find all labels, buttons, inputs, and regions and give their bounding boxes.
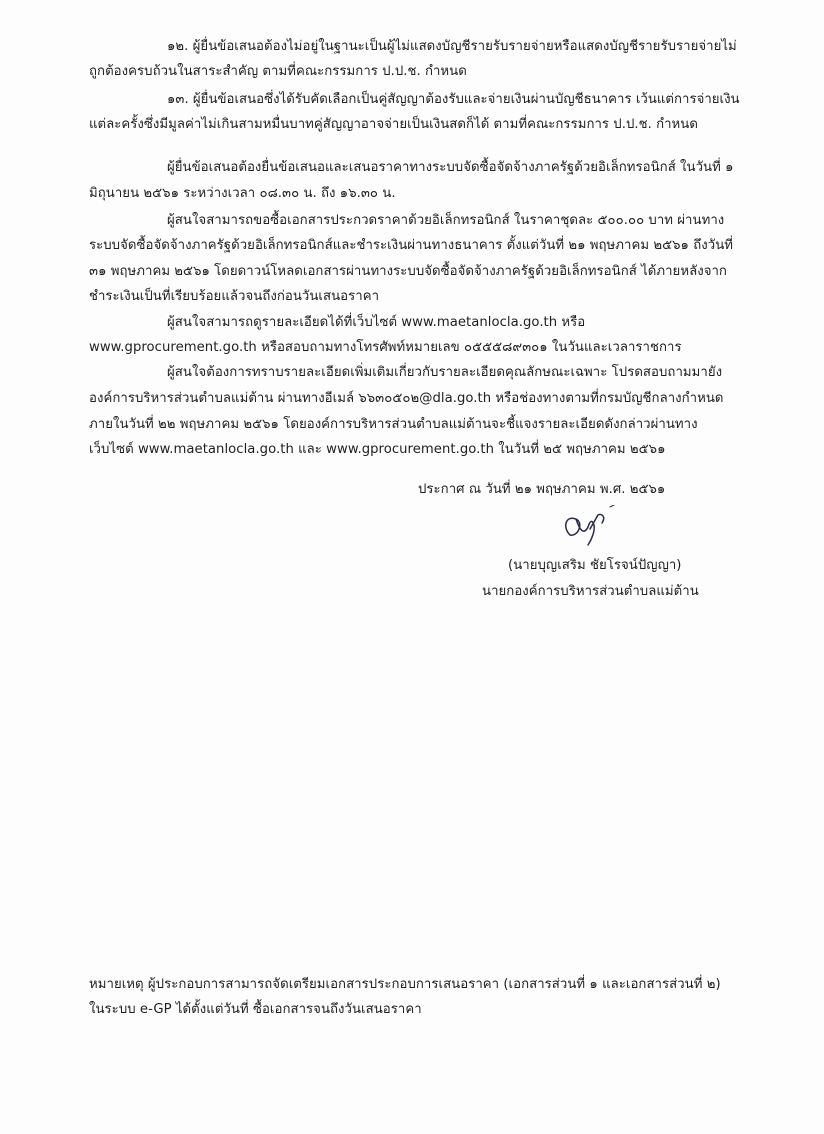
submission-line-2: มิถุนายน ๒๕๖๑ ระหว่างเวลา ๐๘.๓๐ น. ถึง ๑๖.๓๐ น. [89, 186, 396, 201]
note-line-2: ในระบบ e-GP ได้ตั้งแต่วันที่ ซื้อเอกสารจนถึงวันเสนอราคา [89, 1002, 422, 1017]
inquiry-line-3: ภายในวันที่ ๒๒ พฤษภาคม ๒๕๖๑ โดยองค์การบริหารส่วนตำบลแม่ต้านจะชี้แจงรายละเอียดดังกล่าวผ่านทาง [89, 417, 698, 432]
announcement-date: ประกาศ ณ วันที่ ๒๑ พฤษภาคม พ.ศ. ๒๕๖๑ [418, 482, 666, 497]
clause-12-line-2: ถูกต้องครบถ้วนในสาระสำคัญ ตามที่คณะกรรมการ ป.ป.ช. กำหนด [89, 64, 467, 79]
purchase-line-1: ผู้สนใจสามารถขอซื้อเอกสารประกวดราคาด้วยอิเล็กทรอนิกส์ ในราคาชุดละ ๕๐๐.๐๐ บาท ผ่านทาง [167, 213, 725, 228]
signatory-position: นายกองค์การบริหารส่วนตำบลแม่ต้าน [482, 584, 699, 599]
inquiry-line-1: ผู้สนใจต้องการทราบรายละเอียดเพิ่มเติมเกี่ยวกับรายละเอียดคุณลักษณะเฉพาะ โปรดสอบถามมายัง [167, 365, 723, 380]
purchase-line-3: ๓๑ พฤษภาคม ๒๕๖๑ โดยดาวน์โหลดเอกสารผ่านทางระบบจัดซื้อจัดจ้างภาครัฐด้วยอิเล็กทรอนิกส์ ได้ภายหลังจาก [89, 264, 727, 279]
inquiry-line-2: องค์การบริหารส่วนตำบลแม่ต้าน ผ่านทางอีเมล์ ๖๖๓๐๕๐๒@dla.go.th หรือช่องทางตามที่กรมบัญชีกลางกำหนด [89, 391, 724, 406]
purchase-line-4: ชำระเงินเป็นที่เรียบร้อยแล้วจนถึงก่อนวันเสนอราคา [89, 289, 380, 304]
note-line-1: หมายเหตุ ผู้ประกอบการสามารถจัดเตรียมเอกสารประกอบการเสนอราคา (เอกสารส่วนที่ ๑ และเอกสารส่วนที่ ๒) [89, 977, 721, 992]
clause-12-line-1: ๑๒. ผู้ยื่นข้อเสนอต้องไม่อยู่ในฐานะเป็นผู้ไม่แสดงบัญชีรายรับรายจ่ายหรือแสดงบัญชีรายรับรายจ่ายไม่ [167, 39, 737, 54]
purchase-line-2: ระบบจัดซื้อจัดจ้างภาครัฐด้วยอิเล็กทรอนิกส์และชำระเงินผ่านทางธนาคาร ตั้งแต่วันที่ ๒๑ พฤษภาคม ๒๕๖๑ ถึงวันที่ [89, 238, 733, 253]
details-line-2: www.gprocurement.go.th หรือสอบถามทางโทรศัพท์หมายเลข ๐๕๕๕๘๙๓๐๑ ในวันและเวลาราชการ [89, 340, 682, 355]
clause-13-line-2: แต่ละครั้งซึ่งมีมูลค่าไม่เกินสามหมื่นบาทคู่สัญญาอาจจ่ายเป็นเงินสดก็ได้ ตามที่คณะกรรมการ ป.ป.ช. กำหนด [89, 117, 698, 132]
signature-image [540, 505, 640, 555]
clause-13-line-1: ๑๓. ผู้ยื่นข้อเสนอซึ่งได้รับคัดเลือกเป็นคู่สัญญาต้องรับและจ่ายเงินผ่านบัญชีธนาคาร เว้นแต่การจ่ายเงิน [167, 92, 740, 107]
details-line-1: ผู้สนใจสามารถดูรายละเอียดได้ที่เว็บไซต์ www.maetanlocla.go.th หรือ [167, 315, 586, 330]
submission-line-1: ผู้ยื่นข้อเสนอต้องยื่นข้อเสนอและเสนอราคาทางระบบจัดซื้อจัดจ้างภาครัฐด้วยอิเล็กทรอนิกส์ ในวันที่ ๑ [167, 160, 734, 175]
signatory-name: (นายบุญเสริม ชัยโรจน์ปัญญา) [508, 558, 682, 573]
inquiry-line-4: เว็บไซต์ www.maetanlocla.go.th และ www.gprocurement.go.th ในวันที่ ๒๕ พฤษภาคม ๒๕๖๑ [89, 442, 666, 457]
